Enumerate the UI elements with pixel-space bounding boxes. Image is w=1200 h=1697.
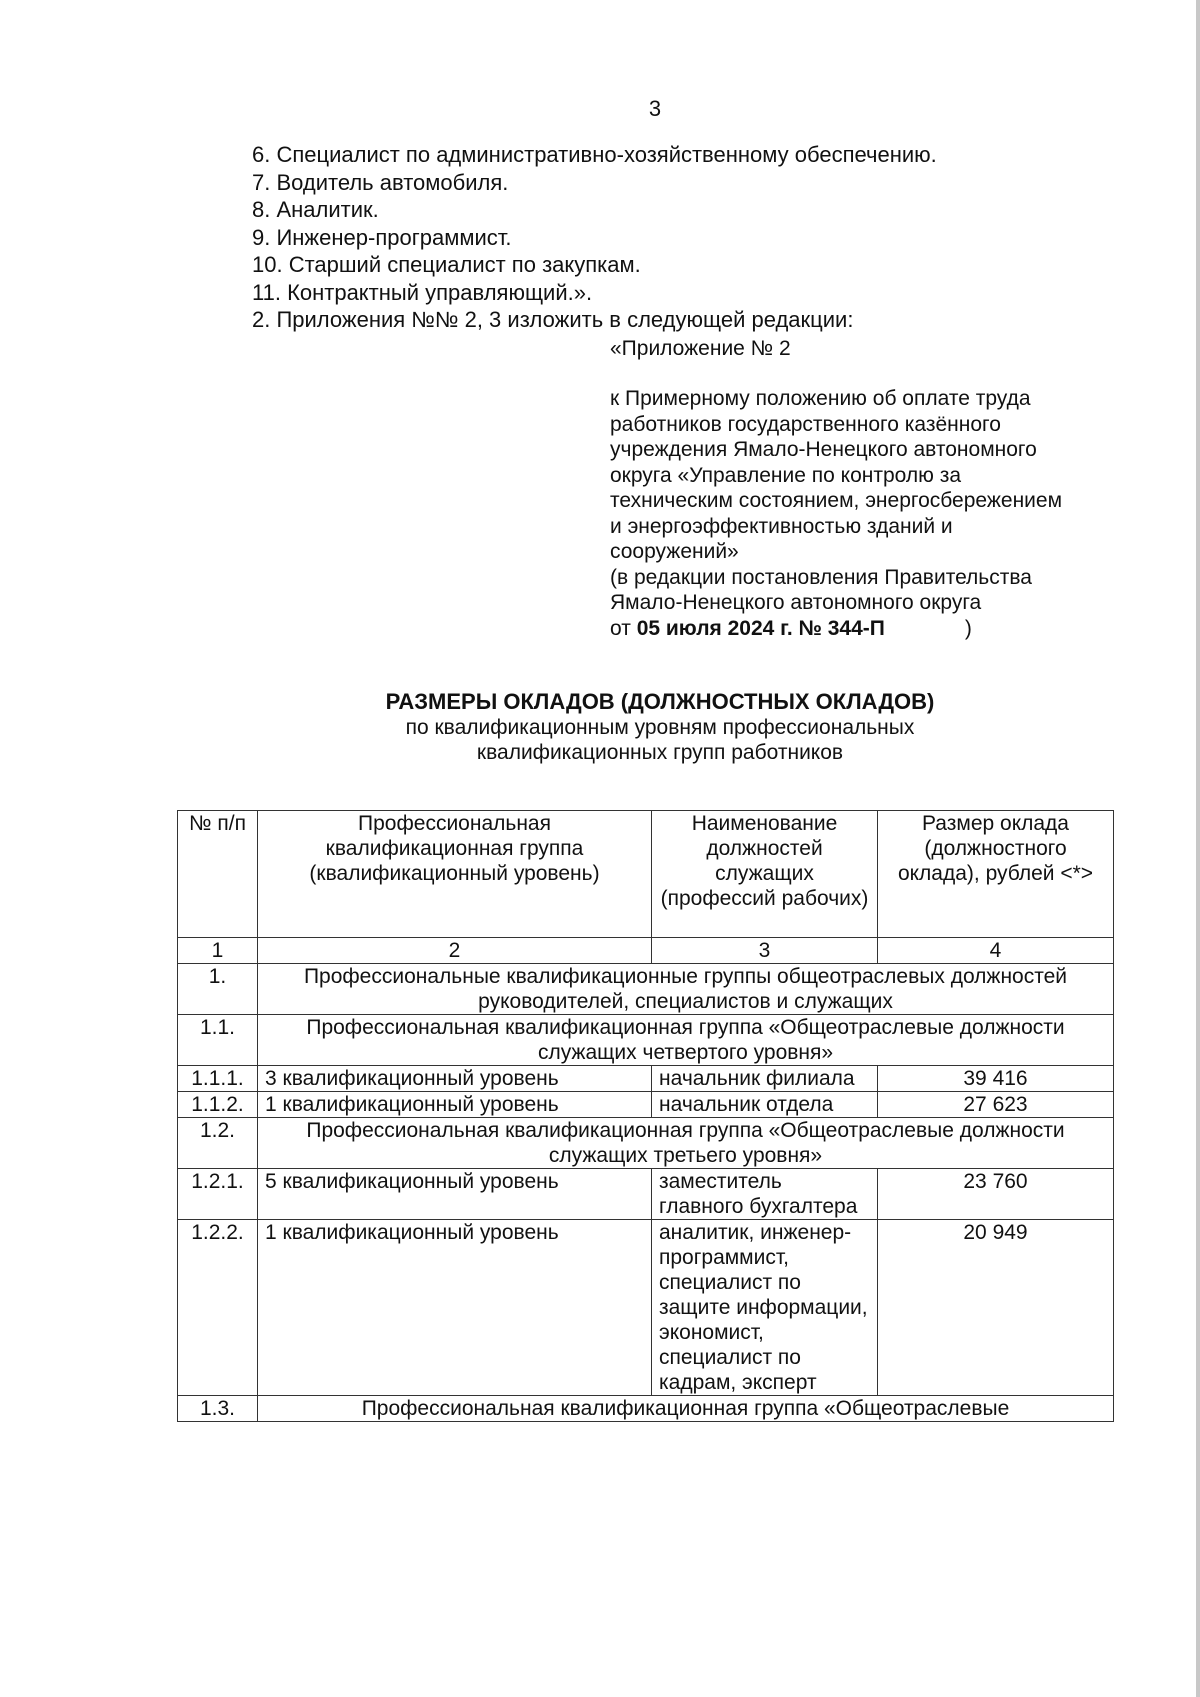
amendment-list: [252, 141, 1132, 334]
table-row: [178, 1396, 1114, 1422]
row-number: 1.3.: [178, 1396, 258, 1422]
header-number: № п/п: [178, 811, 258, 938]
group-title: Профессиональная квалификационная группа «Общеотраслевые должности служащих третьего уровня»: [258, 1118, 1114, 1169]
page-edge: [1196, 0, 1200, 1697]
row-number: 1.2.1.: [178, 1169, 258, 1220]
group-title: Профессиональные квалификационные группы общеотраслевых должностей руководителей, специалистов и служащих: [258, 964, 1114, 1015]
position-name: аналитик, инженер-программист, специалист по защите информации, экономист, специалист по кадрам, эксперт: [652, 1220, 878, 1396]
salary-value: 27 623: [878, 1092, 1114, 1118]
qualification-level: 3 квалификационный уровень: [258, 1066, 652, 1092]
appendix-line: и энергоэффективностью зданий и: [610, 514, 953, 538]
row-number: 1.: [178, 964, 258, 1015]
list-item: 7. Водитель автомобиля.: [252, 169, 509, 195]
table-row: [178, 1015, 1114, 1066]
decree-number: 05 июля 2024 г. № 344-П: [636, 616, 885, 640]
column-number: 4: [878, 938, 1114, 964]
group-title: Профессиональная квалификационная группа «Общеотраслевые должности служащих четвертого уровня»: [258, 1015, 1114, 1066]
salary-value: 39 416: [878, 1066, 1114, 1092]
list-item: 6. Специалист по административно-хозяйственному обеспечению.: [252, 142, 937, 167]
heading-title: РАЗМЕРЫ ОКЛАДОВ (ДОЛЖНОСТНЫХ ОКЛАДОВ): [385, 689, 935, 714]
page-number: 3: [648, 96, 662, 121]
header-position: Наименование должностей служащих (профессий рабочих): [652, 811, 878, 938]
salary-heading: [290, 688, 1030, 765]
appendix-line: Ямало-Ненецкого автономного округа: [610, 591, 982, 614]
appendix-body: [610, 386, 1130, 641]
appendix-line: (в редакции постановления Правительства: [610, 565, 1032, 589]
appendix-line: к Примерному положению об оплате труда: [610, 387, 1031, 410]
header-salary: Размер оклада (должностного оклада), рублей <*>: [878, 811, 1114, 938]
qualification-level: 1 квалификационный уровень: [258, 1092, 652, 1118]
appendix-line: техническим состоянием, энергосбережением: [610, 489, 1063, 512]
column-number: 3: [652, 938, 878, 964]
column-number-row: [178, 938, 1114, 964]
row-number: 1.2.2.: [178, 1220, 258, 1396]
appendix-title: «Приложение № 2: [610, 337, 791, 360]
list-item: 10. Старший специалист по закупкам.: [252, 252, 641, 277]
decree-close: ): [964, 616, 972, 640]
table-row: [178, 1118, 1114, 1169]
table-row: [178, 964, 1114, 1015]
appendix-line: учреждения Ямало-Ненецкого автономного: [610, 438, 1037, 461]
salary-table: [177, 810, 1114, 1422]
group-title: Профессиональная квалификационная группа «Общеотраслевые: [258, 1396, 1114, 1422]
position-name: начальник отдела: [652, 1092, 878, 1118]
salary-value: 20 949: [878, 1220, 1114, 1396]
position-name: заместитель главного бухгалтера: [652, 1169, 878, 1220]
column-number: 1: [178, 938, 258, 964]
table-row: [178, 1092, 1114, 1118]
decree-prefix: от: [610, 616, 631, 640]
row-number: 1.1.: [178, 1015, 258, 1066]
list-item: 9. Инженер-программист.: [252, 224, 512, 250]
table-header-row: [178, 811, 1114, 938]
list-item: 8. Аналитик.: [252, 197, 379, 222]
list-item: 2. Приложения №№ 2, 3 изложить в следующей редакции:: [252, 307, 854, 332]
appendix-line: округа «Управление по контролю за: [610, 463, 962, 487]
position-name: начальник филиала: [652, 1066, 878, 1092]
row-number: 1.1.2.: [178, 1092, 258, 1118]
header-group: Профессиональная квалификационная группа (квалификационный уровень): [258, 811, 652, 938]
table-row: [178, 1169, 1114, 1220]
qualification-level: 5 квалификационный уровень: [258, 1169, 652, 1220]
salary-value: 23 760: [878, 1169, 1114, 1220]
list-item: 11. Контрактный управляющий.».: [252, 279, 593, 305]
table-row: [178, 1220, 1114, 1396]
heading-subtitle: по квалификационным уровням профессиональных: [405, 716, 915, 739]
table-row: [178, 1066, 1114, 1092]
heading-subtitle: квалификационных групп работников: [476, 741, 844, 764]
appendix-line: работников государственного казённого: [610, 412, 1001, 436]
appendix-line: сооружений»: [610, 540, 739, 563]
row-number: 1.1.1.: [178, 1066, 258, 1092]
column-number: 2: [258, 938, 652, 964]
decree-line: [610, 616, 1130, 642]
row-number: 1.2.: [178, 1118, 258, 1169]
qualification-level: 1 квалификационный уровень: [258, 1220, 652, 1396]
